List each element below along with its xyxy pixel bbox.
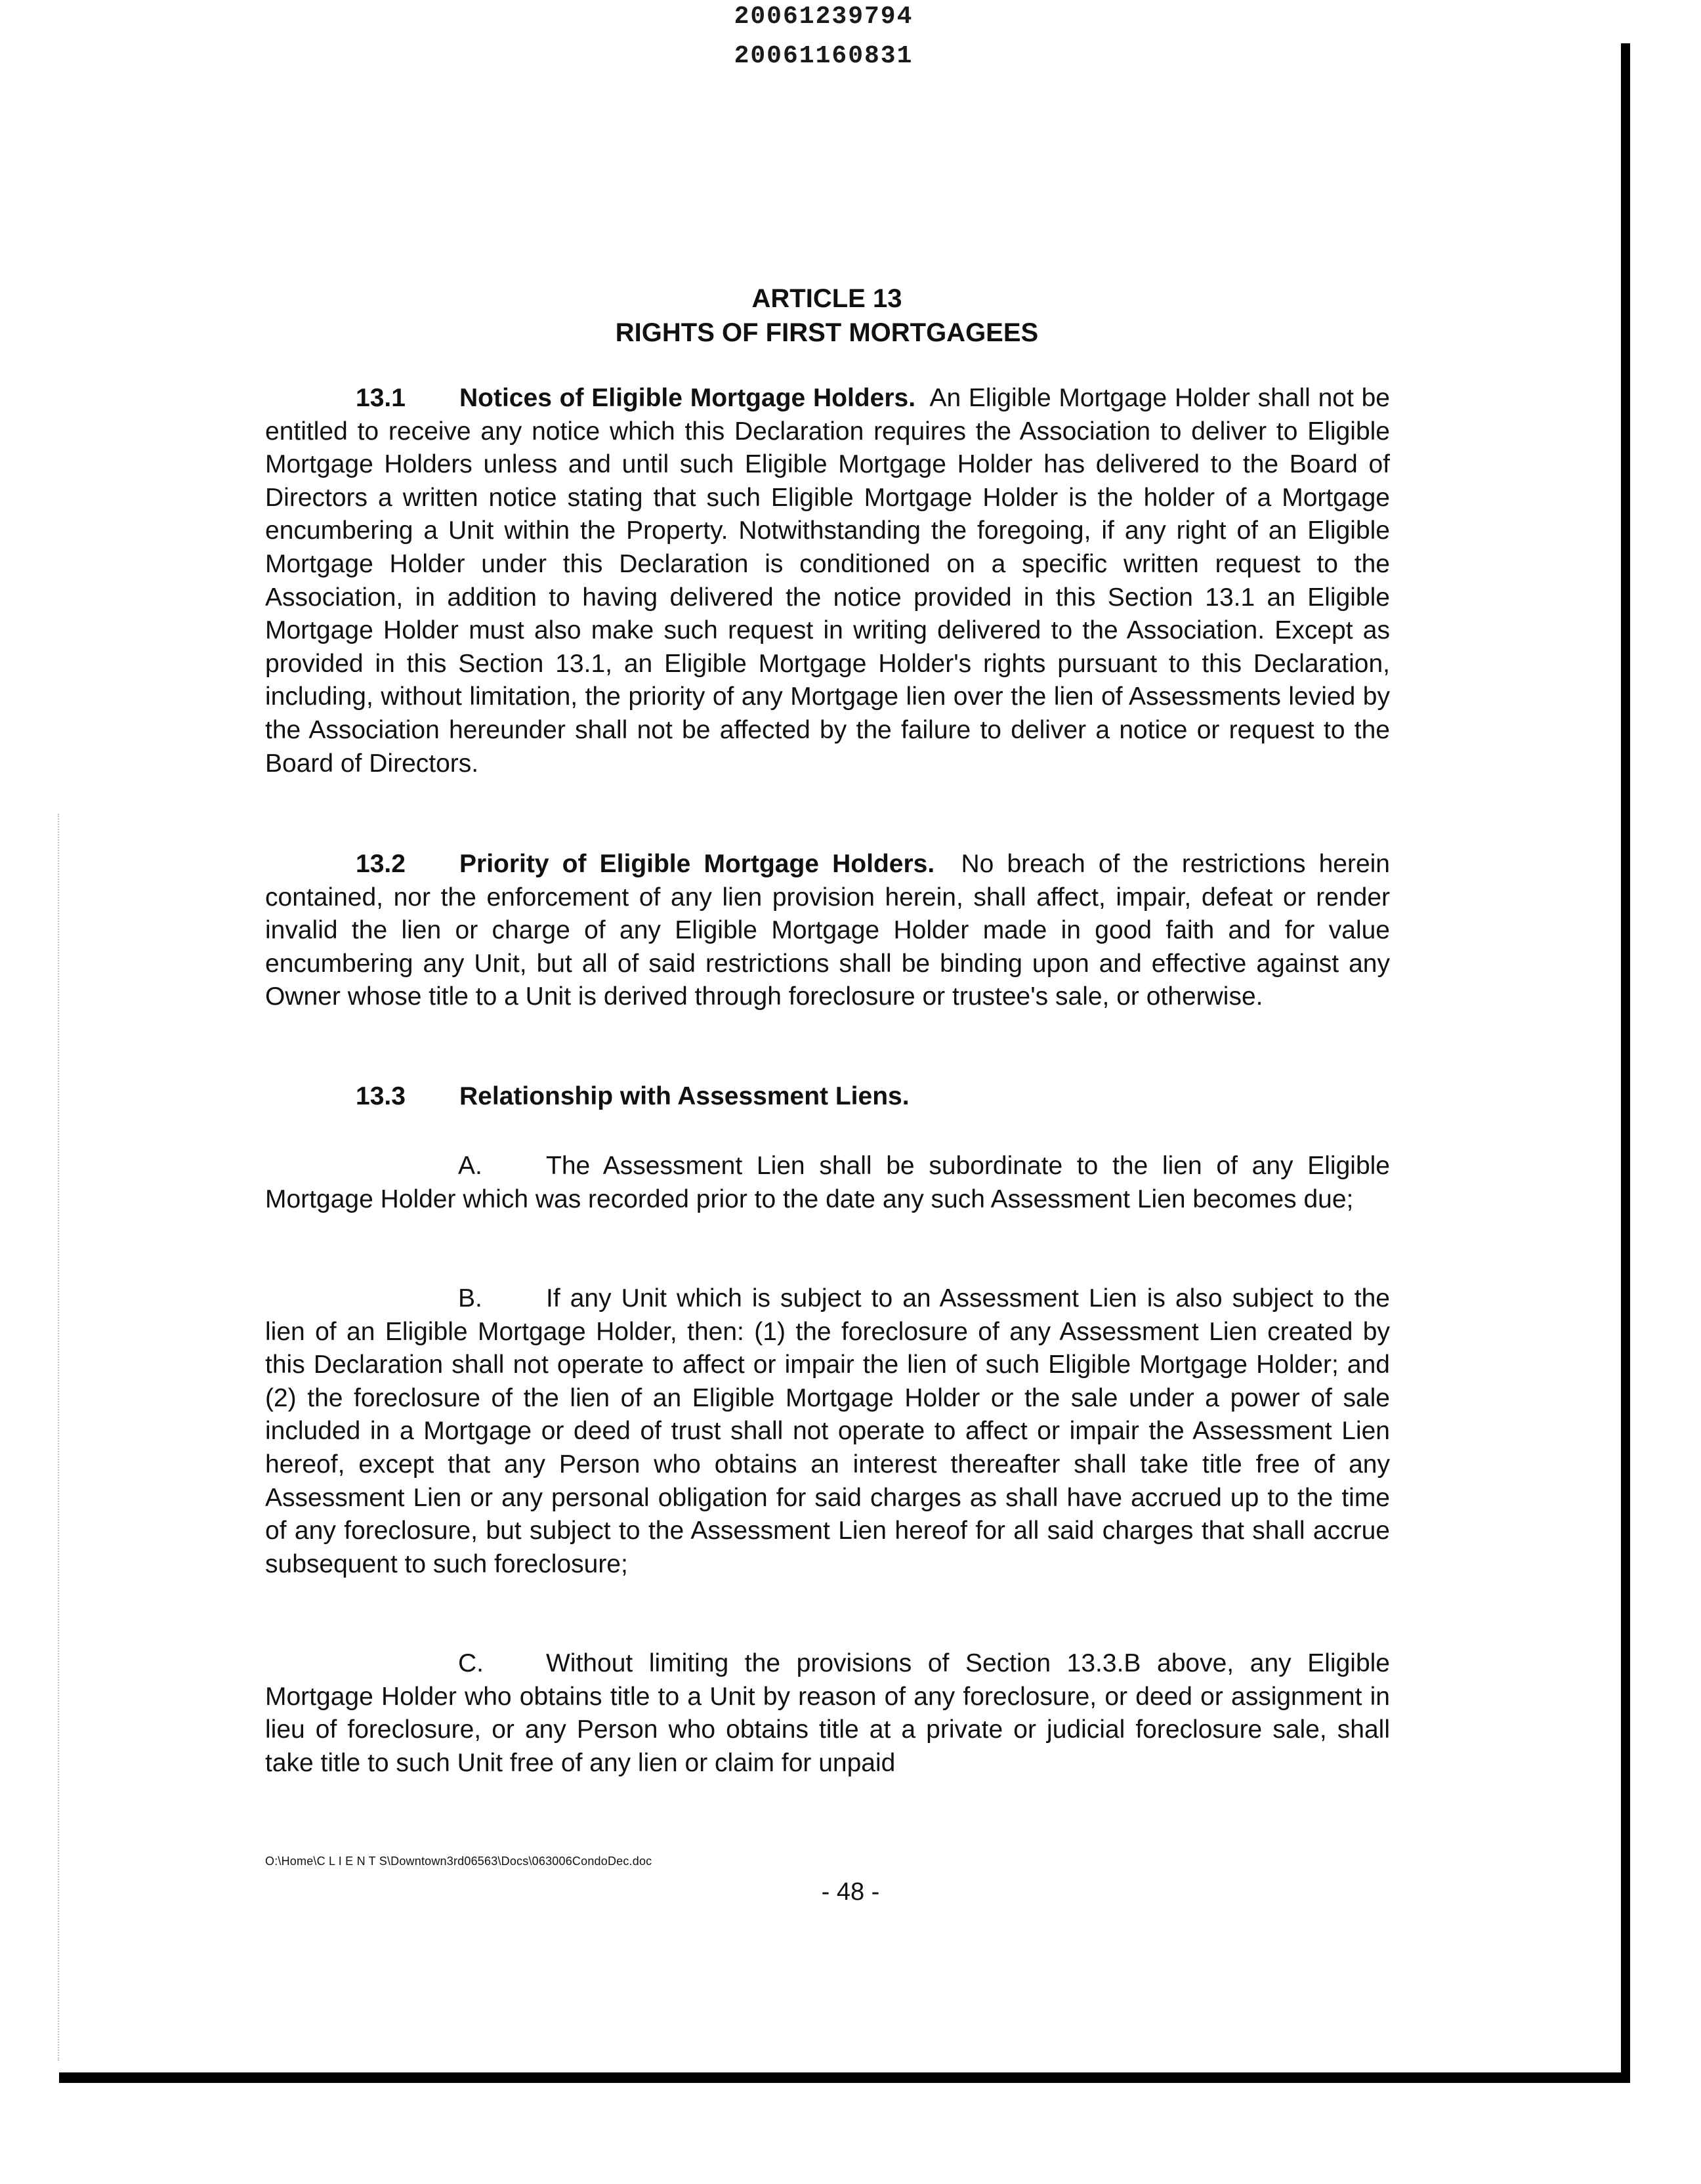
subsection-letter: A.	[458, 1152, 482, 1180]
article-number: ARTICLE 13	[751, 284, 902, 313]
recording-number-1: 20061239794	[734, 3, 914, 31]
subsection-body: Without limiting the provisions of Section 13.3.B above, any Eligible Mortgage Holder who obtains title to a Unit by reason of any foreclosure, or deed or assignment in lieu of foreclosure, or any Person who obtains title at a private or judicial foreclosure sale, shall take title to such Unit free of any lien or claim for unpaid	[265, 1649, 1390, 1777]
section-13-3-heading	[265, 1080, 1390, 1114]
section-body: An Eligible Mortgage Holder shall not be entitled to receive any notice which this Declaration requires the Association to deliver to Eligible Mortgage Holders unless and until such Eligible Mortgage Holder has delivered to the Board of Directors a written notice stating that such Eligible Mortgage Holder is the holder of a Mortgage encumbering a Unit within the Property. Notwithstanding the foregoing, if any right of an Eligible Mortgage Holder under this Declaration is conditioned on a specific written request to the Association, in addition to having delivered the notice provided in this Section 13.1 an Eligible Mortgage Holder must also make such request in writing delivered to the Association. Except as provided in this Section 13.1, an Eligible Mortgage Holder's rights pursuant to this Declaration, including, without limitation, the priority of any Mortgage lien over the lien of Assessments levied by the Association hereunder shall not be affected by the failure to deliver a notice or request to the Board of Directors.	[265, 384, 1390, 778]
subsection-13-3-b	[265, 1282, 1390, 1581]
section-title: Notices of Eligible Mortgage Holders.	[459, 384, 916, 412]
section-number: 13.3	[356, 1082, 406, 1110]
scan-border-right	[1621, 43, 1630, 2082]
subsection-letter: B.	[458, 1284, 482, 1312]
section-body: No breach of the restrictions herein contained, nor the enforcement of any lien provision herein, shall affect, impair, defeat or render invalid the lien or charge of any Eligible Mortgage Holder made in good faith and for value encumbering any Unit, but all of said restrictions shall be binding upon and effective against any Owner whose title to a Unit is derived through foreclosure or trustee's sale, or otherwise.	[265, 850, 1390, 1011]
subsection-body: If any Unit which is subject to an Assessment Lien is also subject to the lien of an Eligible Mortgage Holder, then: (1) the foreclosure of any Assessment Lien created by this Declaration shall not operate to affect or impair the lien of such Eligible Mortgage Holder; and (2) the foreclosure of the lien of an Eligible Mortgage Holder or the sale under a power of sale included in a Mortgage or deed of trust shall not operate to affect or impair the Assessment Lien hereof, except that any Person who obtains an interest thereafter shall take title free of any Assessment Lien or any personal obligation for said charges as shall have accrued up to the time of any foreclosure, but subject to the Assessment Lien hereof for all said charges that shall accrue subsequent to such foreclosure;	[265, 1284, 1390, 1578]
section-number: 13.1	[356, 384, 406, 412]
subsection-body: The Assessment Lien shall be subordinate to the lien of any Eligible Mortgage Holder which was recorded prior to the date any such Assessment Lien becomes due;	[265, 1152, 1390, 1213]
section-13-1	[265, 382, 1390, 780]
recording-number-2: 20061160831	[734, 42, 914, 70]
footer-file-path: O:\Home\C L I E N T S\Downtown3rd06563\Docs\063006CondoDec.doc	[265, 1855, 652, 1868]
section-title: Relationship with Assessment Liens.	[459, 1082, 910, 1110]
page-number: - 48 -	[821, 1878, 880, 1906]
subsection-letter: C.	[458, 1649, 484, 1677]
subsection-13-3-c	[265, 1647, 1390, 1780]
section-13-2	[265, 848, 1390, 1014]
section-title: Priority of Eligible Mortgage Holders.	[459, 850, 935, 878]
article-title: RIGHTS OF FIRST MORTGAGEES	[615, 318, 1039, 347]
subsection-13-3-a	[265, 1150, 1390, 1216]
scan-border-bottom	[59, 2072, 1630, 2083]
scan-margin-specks	[58, 814, 62, 2061]
section-number: 13.2	[356, 850, 406, 878]
